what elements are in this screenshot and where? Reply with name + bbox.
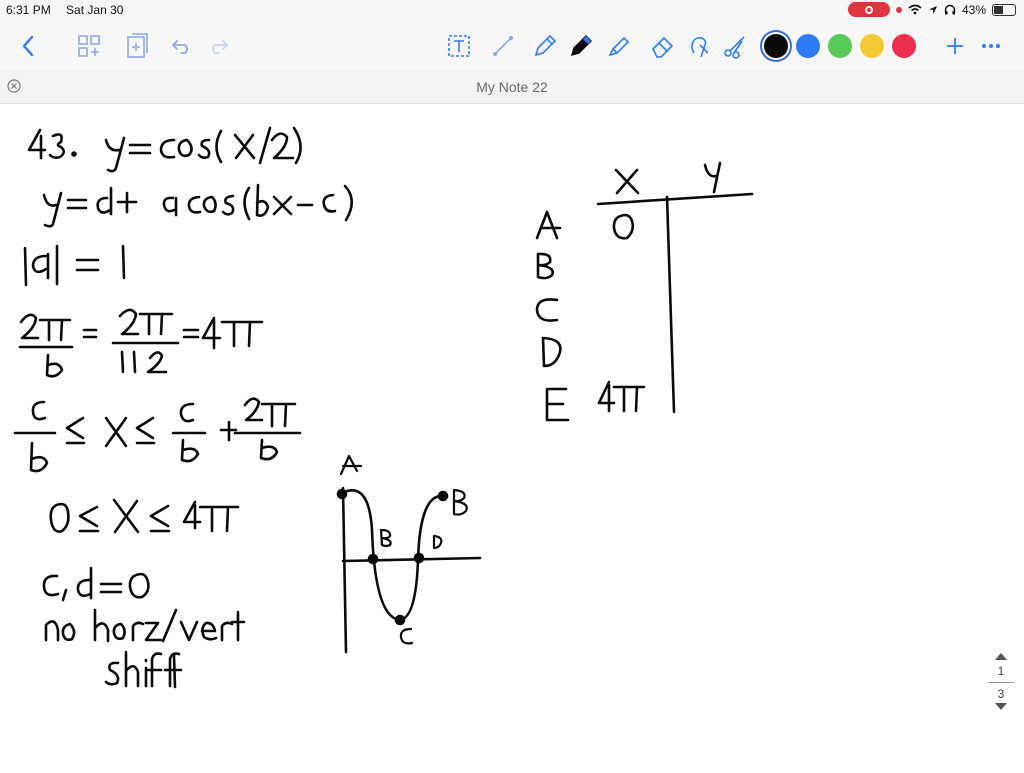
color-red[interactable]: [890, 22, 918, 70]
graph-point-d-label: [434, 536, 441, 548]
add-button[interactable]: [942, 22, 968, 70]
lasso-icon: [686, 33, 712, 59]
status-time: 6:31 PM: [6, 3, 51, 17]
undo-icon: [171, 37, 193, 55]
total-pages: 3: [997, 687, 1005, 701]
handwriting-line-6: [51, 500, 238, 532]
color-swatch-black: [764, 34, 788, 58]
table-row-b-label: [538, 254, 553, 278]
table-row-e-label: [547, 389, 568, 420]
redo-icon: [207, 37, 229, 55]
graph-point-e-label: [454, 490, 467, 515]
graph-point-c-label: [401, 629, 412, 643]
page-indicator: [984, 650, 1018, 715]
handwriting-layer: [0, 104, 1024, 768]
scissors-icon: [722, 33, 748, 59]
screen-record-indicator[interactable]: [848, 2, 890, 17]
handwriting-line-7: [44, 568, 148, 600]
back-button[interactable]: [14, 22, 42, 70]
handwriting-line-5: [15, 399, 300, 471]
toolbar: [0, 22, 1024, 70]
color-swatch-yellow: [860, 34, 884, 58]
table-row-e-x: [599, 382, 644, 411]
pencil-icon: [568, 33, 594, 59]
eraser-tool-button[interactable]: [648, 22, 678, 70]
grid-view-button[interactable]: [74, 22, 104, 70]
status-bar: [0, 0, 1024, 22]
note-title: My Note 22: [476, 79, 548, 95]
handwritten-graph: [338, 456, 480, 652]
scissors-tool-button[interactable]: [720, 22, 750, 70]
note-canvas[interactable]: [0, 104, 1024, 768]
current-page: 1: [997, 664, 1005, 678]
table-row-d-label: [543, 338, 560, 366]
color-swatch-green: [828, 34, 852, 58]
location-icon: [928, 5, 938, 15]
text-tool-button[interactable]: [444, 22, 474, 70]
more-button[interactable]: [978, 22, 1004, 70]
color-blue[interactable]: [794, 22, 822, 70]
table-row-c-label: [537, 299, 557, 320]
line-tool-icon: [491, 34, 515, 58]
pen-tool-button[interactable]: [530, 22, 560, 70]
battery-percent: 43%: [961, 2, 986, 17]
handwriting-line-8: [46, 610, 244, 641]
page-divider: [988, 682, 1014, 683]
eraser-icon: [650, 33, 676, 59]
text-box-icon: [446, 33, 472, 59]
table-header-y: [705, 163, 720, 192]
table-header-x: [616, 170, 638, 193]
add-page-icon: [125, 33, 149, 59]
graph-point-b-label: [381, 530, 391, 546]
add-page-button[interactable]: [122, 22, 152, 70]
chevron-left-icon: [21, 35, 35, 57]
page-down-icon[interactable]: [993, 702, 1009, 712]
color-swatch-blue: [796, 34, 820, 58]
handwriting-line-1: [29, 128, 301, 171]
color-black[interactable]: [762, 22, 790, 70]
pen-icon: [532, 33, 558, 59]
more-icon: [981, 43, 1001, 49]
color-yellow[interactable]: [858, 22, 886, 70]
lasso-tool-button[interactable]: [684, 22, 714, 70]
graph-point-a-label: [341, 456, 361, 474]
battery-icon: [992, 4, 1016, 16]
handwriting-line-2: [44, 185, 352, 226]
handwriting-line-3: [25, 246, 124, 285]
handwriting-line-4: [20, 310, 262, 376]
table-row-a-label: [537, 212, 560, 238]
highlighter-icon: [606, 33, 632, 59]
handwriting-line-9: [106, 652, 181, 687]
grid-icon: [77, 34, 101, 58]
headphones-icon: [944, 4, 956, 15]
status-date: Sat Jan 30: [66, 3, 124, 17]
recording-dot-icon: [896, 7, 902, 13]
note-title-bar: [0, 70, 1024, 104]
table-row-a-x: [614, 215, 633, 238]
redo-button[interactable]: [204, 22, 232, 70]
page-up-icon[interactable]: [993, 651, 1009, 661]
undo-button[interactable]: [168, 22, 196, 70]
pencil-tool-button[interactable]: [566, 22, 596, 70]
wifi-icon: [908, 4, 922, 15]
color-green[interactable]: [826, 22, 854, 70]
highlighter-tool-button[interactable]: [604, 22, 634, 70]
line-tool-button[interactable]: [488, 22, 518, 70]
plus-icon: [945, 36, 965, 56]
handwritten-table: [537, 163, 752, 420]
color-swatch-red: [892, 34, 916, 58]
